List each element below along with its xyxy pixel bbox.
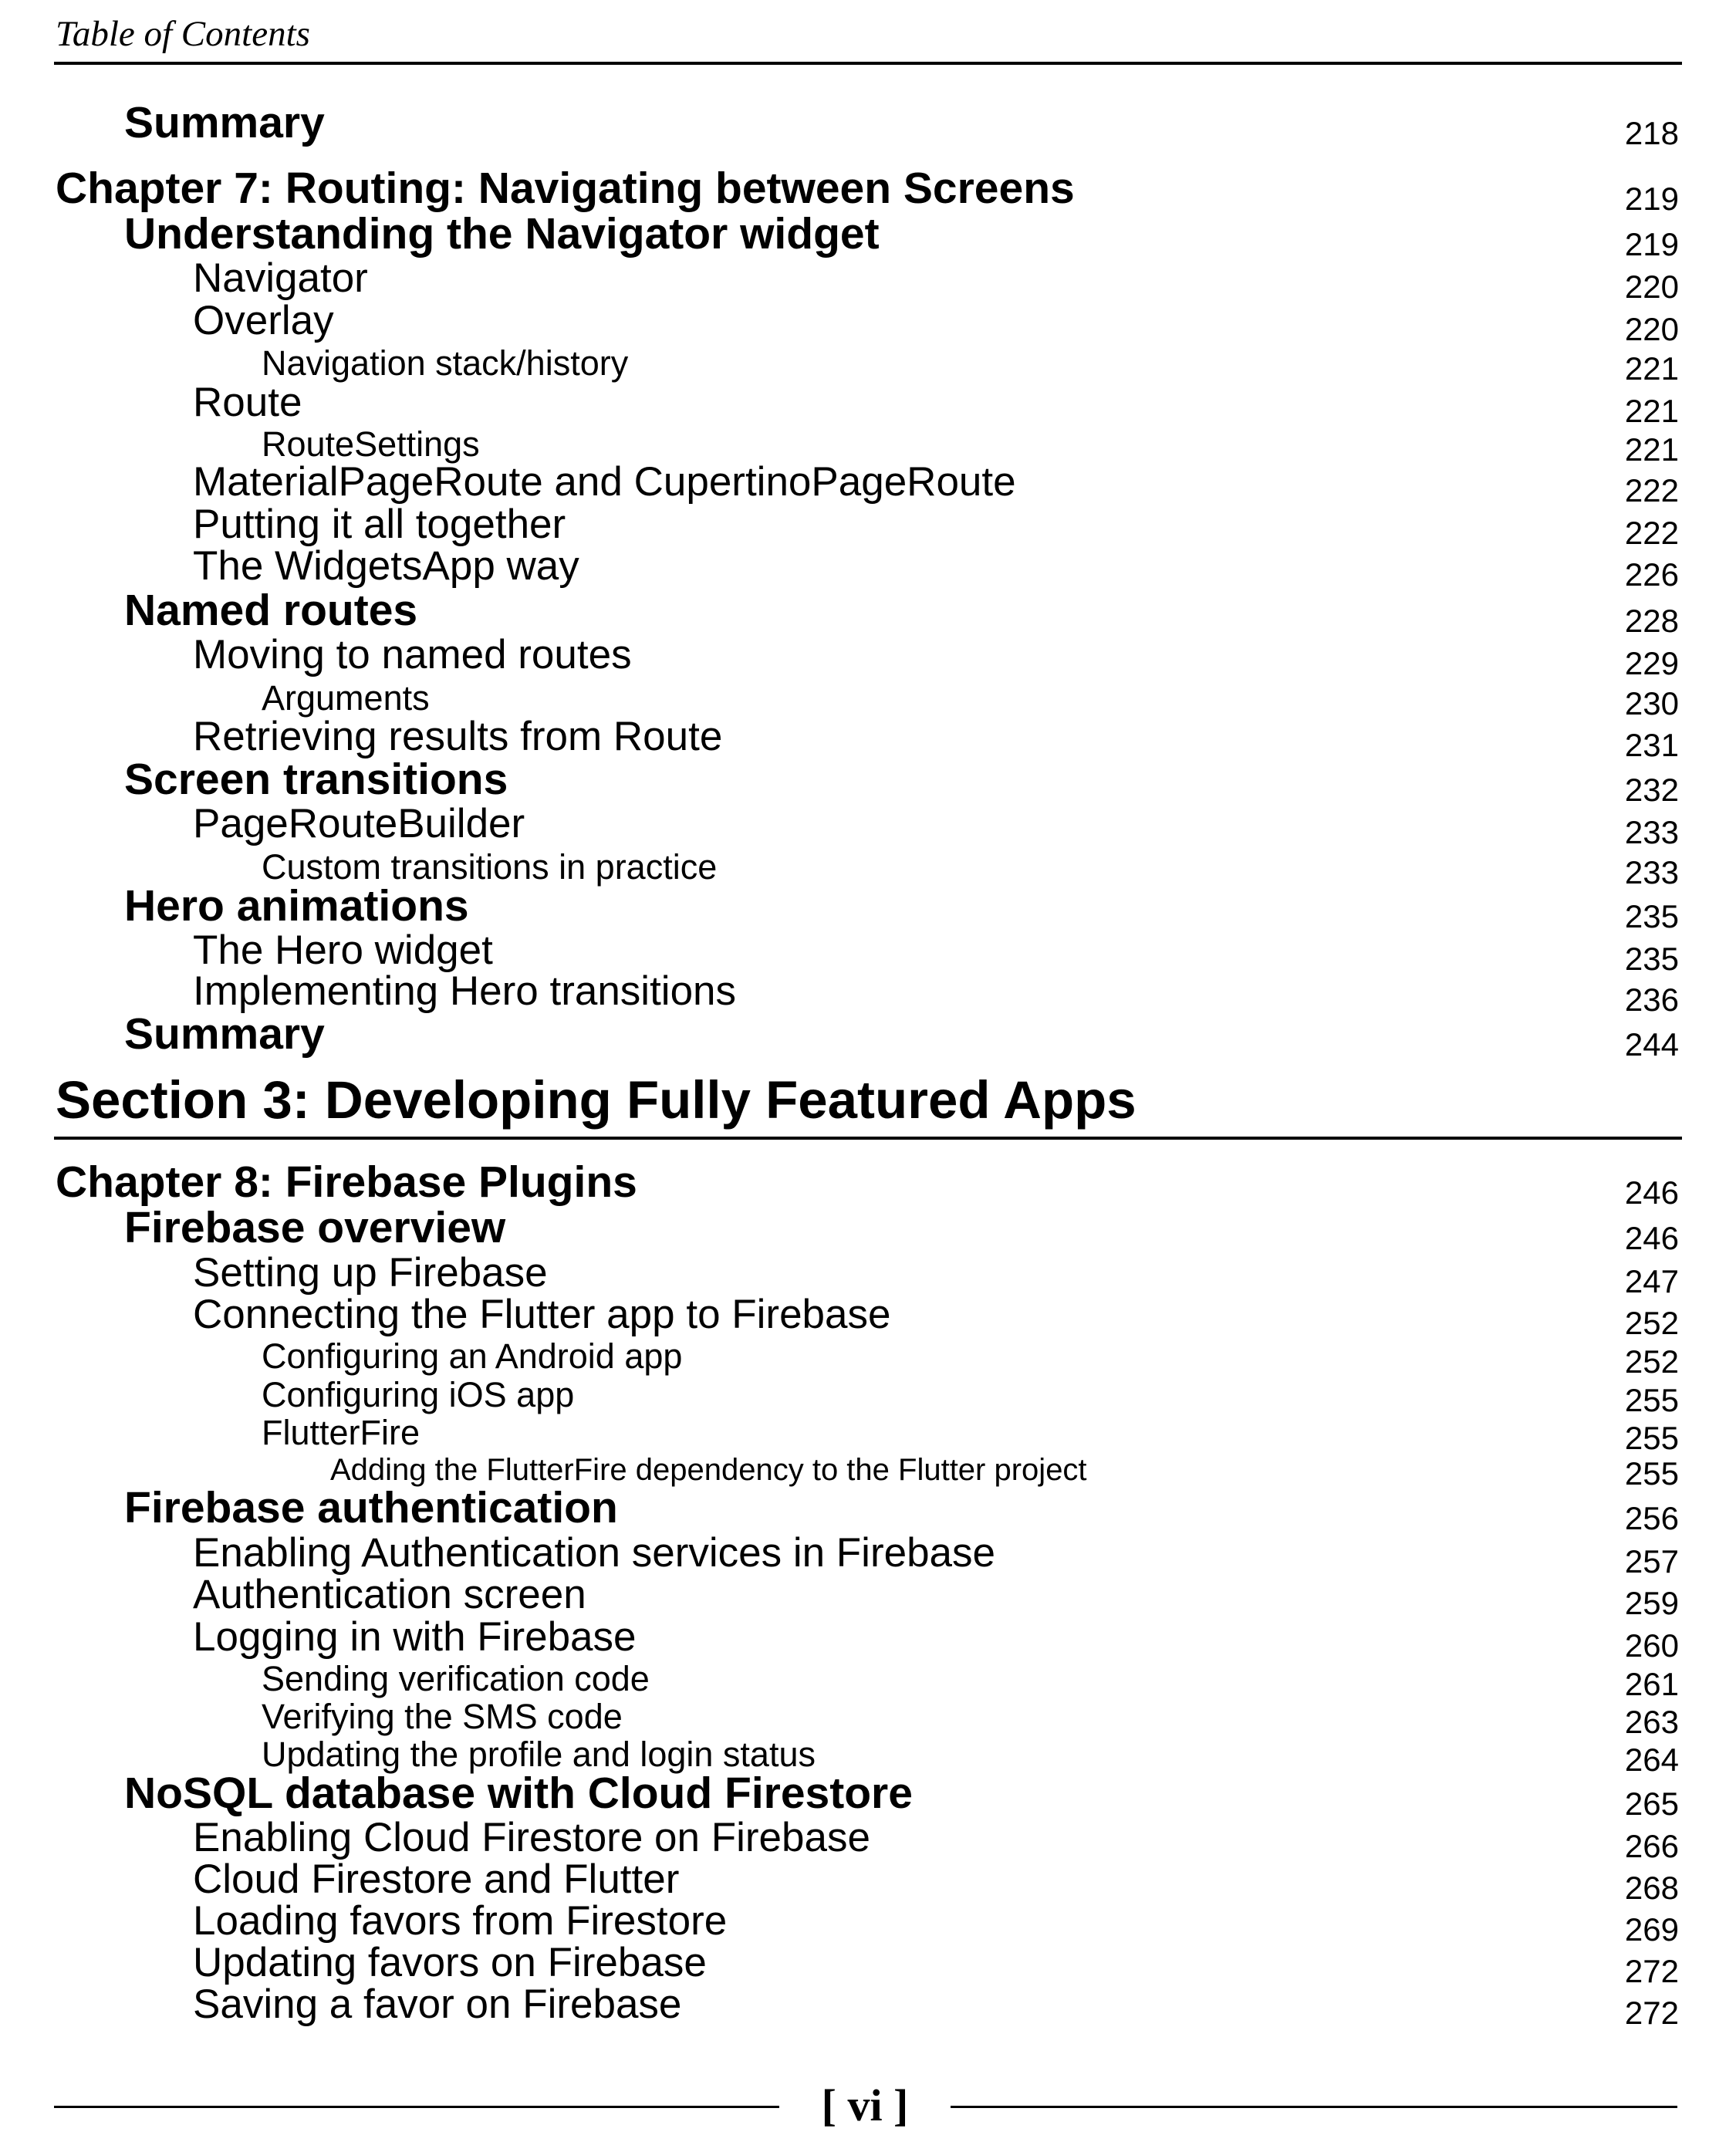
toc-entry-title: Implementing Hero transitions: [193, 968, 737, 1014]
toc-entry-title: Sending verification code: [262, 1659, 650, 1698]
section-rule: [54, 1137, 1682, 1140]
toc-entry-page-number: 272: [1624, 1995, 1679, 2031]
toc-entry-title: Putting it all together: [193, 502, 566, 547]
toc-entry-title: Hero animations: [124, 881, 469, 931]
toc-entry-page-number: 272: [1624, 1953, 1679, 1989]
toc-entry-page-number: 220: [1624, 269, 1679, 305]
toc-entry-title: Summary: [124, 1009, 325, 1059]
toc-entry-title: Named routes: [124, 586, 418, 635]
section-heading: Section 3: Developing Fully Featured Apps: [56, 1070, 1137, 1130]
toc-entry-title: Adding the FlutterFire dependency to the Flutter project: [330, 1453, 1087, 1487]
toc-entry-title: Updating favors on Firebase: [193, 1940, 707, 1985]
toc-entry-page-number: 268: [1624, 1870, 1679, 1906]
toc-entry-page-number: 219: [1624, 226, 1679, 262]
toc-entry-title: MaterialPageRoute and CupertinoPageRoute: [193, 459, 1016, 505]
toc-entry-page-number: 226: [1624, 556, 1679, 593]
toc-entry-page-number: 252: [1624, 1343, 1679, 1380]
toc-entry-page-number: 265: [1624, 1786, 1679, 1822]
toc-entry-title: The Hero widget: [193, 927, 493, 973]
toc-entry-title: Updating the profile and login status: [262, 1735, 816, 1774]
toc-entry-title: Screen transitions: [124, 755, 508, 804]
toc-entry-title: Navigator: [193, 255, 368, 301]
toc-entry-title: NoSQL database with Cloud Firestore: [124, 1769, 913, 1818]
toc-entry-page-number: 222: [1624, 515, 1679, 551]
footer-rule-right: [951, 2106, 1677, 2108]
toc-entry-page-number: 247: [1624, 1263, 1679, 1299]
toc-entry-title: Setting up Firebase: [193, 1250, 548, 1296]
toc-entry-title: Retrieving results from Route: [193, 714, 723, 759]
footer-page-number: [ vi ]: [821, 2080, 909, 2130]
toc-entry-title: Loading favors from Firestore: [193, 1898, 728, 1944]
toc-entry-title: Understanding the Navigator widget: [124, 209, 880, 258]
toc-entry-page-number: 257: [1624, 1543, 1679, 1579]
toc-entry-page-number: 229: [1624, 645, 1679, 681]
toc-entry-title: Enabling Cloud Firestore on Firebase: [193, 1815, 870, 1860]
toc-entry-page-number: 231: [1624, 727, 1679, 763]
toc-entry-title: Chapter 7: Routing: Navigating between Screens: [56, 164, 1075, 213]
toc-entry-page-number: 255: [1624, 1382, 1679, 1418]
toc-entry-page-number: 256: [1624, 1500, 1679, 1536]
toc-entry-page-number: 236: [1624, 981, 1679, 1018]
toc-entry-title: The WidgetsApp way: [193, 543, 579, 589]
toc-entry-title: Overlay: [193, 298, 334, 343]
toc-entry-page-number: 219: [1624, 181, 1679, 217]
toc-entry-page-number: 218: [1624, 115, 1679, 151]
toc-entry-page-number: 261: [1624, 1666, 1679, 1702]
toc-entry-page-number: 252: [1624, 1305, 1679, 1341]
toc-entry-title: Arguments: [262, 678, 430, 718]
toc-entry-page-number: 222: [1624, 472, 1679, 508]
toc-entry-title: Configuring an Android app: [262, 1336, 683, 1376]
toc-entry-page-number: 244: [1624, 1026, 1679, 1063]
toc-entry-page-number: 235: [1624, 898, 1679, 934]
toc-entry-title: Summary: [124, 98, 325, 147]
running-header-title: Table of Contents: [56, 14, 310, 54]
toc-entry-page-number: 221: [1624, 393, 1679, 429]
toc-entry-page-number: 246: [1624, 1220, 1679, 1256]
toc-entry-page-number: 260: [1624, 1627, 1679, 1664]
toc-entry-title: Firebase authentication: [124, 1483, 618, 1532]
toc-entry-page-number: 221: [1624, 350, 1679, 387]
toc-entry-title: Enabling Authentication services in Firebase: [193, 1530, 995, 1576]
toc-entry-page-number: 255: [1624, 1455, 1679, 1492]
toc-entry-page-number: 266: [1624, 1828, 1679, 1864]
toc-entry-page-number: 220: [1624, 311, 1679, 347]
toc-entry-title: Navigation stack/history: [262, 343, 629, 383]
toc-entry-page-number: 264: [1624, 1742, 1679, 1778]
toc-entry-title: Route: [193, 380, 302, 425]
toc-entry-page-number: 230: [1624, 685, 1679, 721]
toc-entry-title: Custom transitions in practice: [262, 847, 718, 887]
toc-entry-title: Saving a favor on Firebase: [193, 1982, 682, 2027]
toc-entry-page-number: 232: [1624, 772, 1679, 808]
toc-entry-title: Authentication screen: [193, 1572, 586, 1617]
toc-entry-title: Moving to named routes: [193, 632, 632, 677]
toc-entry-page-number: 269: [1624, 1911, 1679, 1948]
toc-entry-title: RouteSettings: [262, 424, 480, 464]
toc-entry-title: FlutterFire: [262, 1413, 420, 1452]
toc-entry-title: Configuring iOS app: [262, 1375, 575, 1414]
toc-entry-page-number: 235: [1624, 941, 1679, 977]
toc-entry-title: Verifying the SMS code: [262, 1697, 623, 1736]
toc-entry-page-number: 255: [1624, 1420, 1679, 1456]
toc-entry-page-number: 228: [1624, 603, 1679, 639]
toc-entry-page-number: 246: [1624, 1174, 1679, 1211]
toc-entry-title: Connecting the Flutter app to Firebase: [193, 1292, 891, 1337]
toc-entry-title: Logging in with Firebase: [193, 1614, 637, 1660]
footer-rule-left: [54, 2106, 779, 2108]
toc-entry-title: Firebase overview: [124, 1203, 506, 1252]
toc-entry-page-number: 233: [1624, 854, 1679, 890]
toc-entry-page-number: 259: [1624, 1585, 1679, 1621]
toc-entry-page-number: 221: [1624, 431, 1679, 468]
toc-entry-title: Cloud Firestore and Flutter: [193, 1857, 680, 1902]
toc-entry-page-number: 263: [1624, 1704, 1679, 1740]
toc-entry-page-number: 233: [1624, 814, 1679, 850]
toc-entry-title: Chapter 8: Firebase Plugins: [56, 1157, 637, 1207]
toc-entry-title: PageRouteBuilder: [193, 801, 525, 846]
